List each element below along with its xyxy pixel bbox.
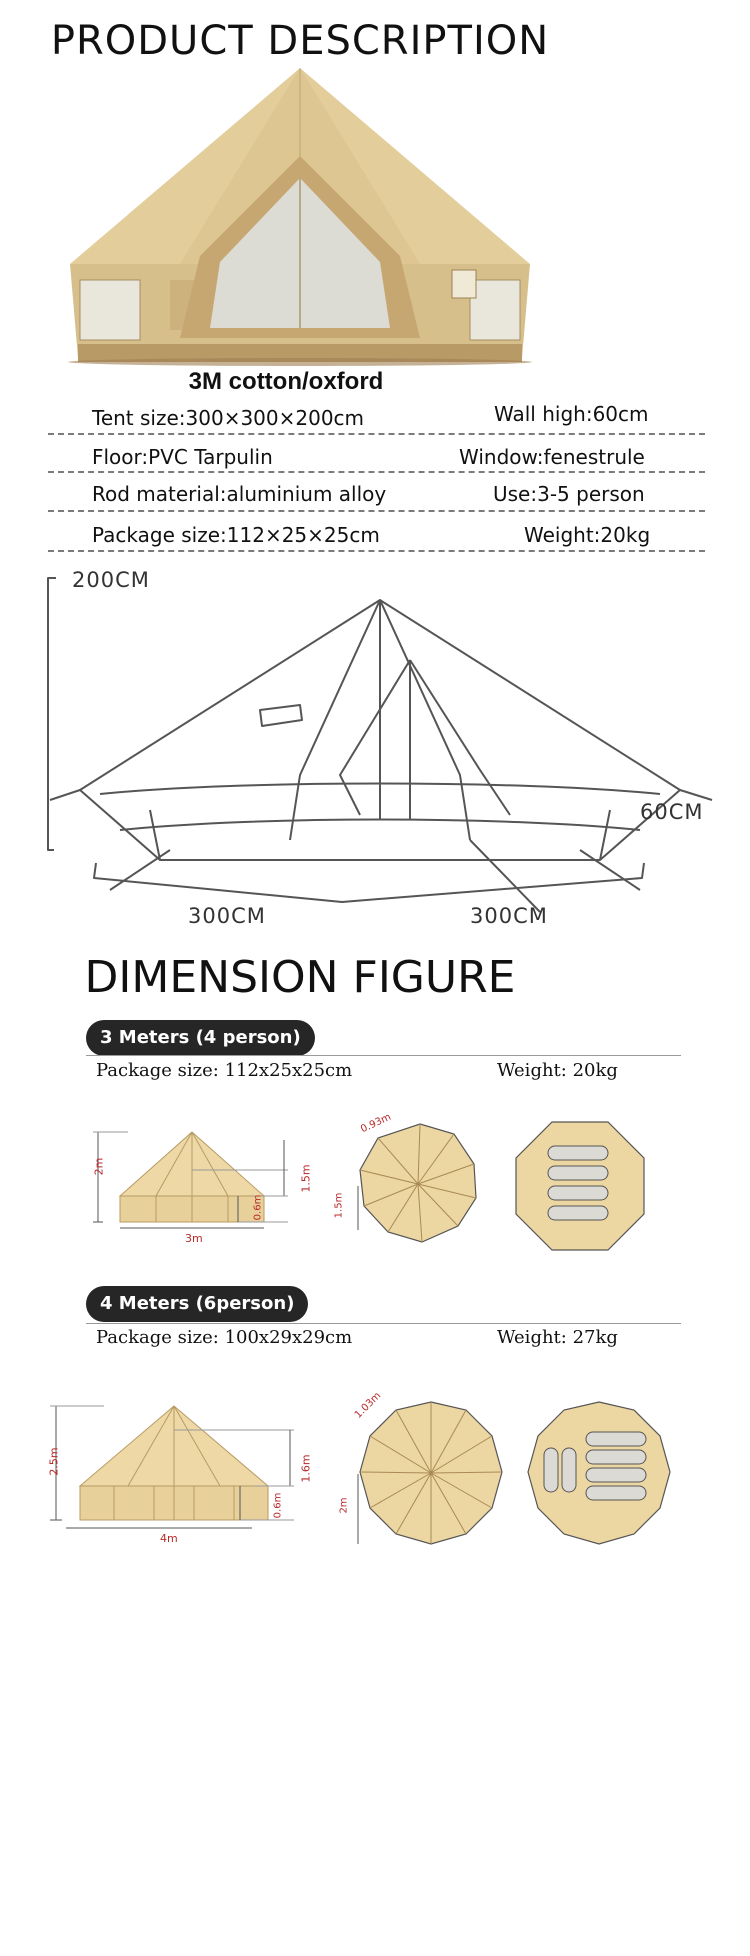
model-wall-label: 0.6m: [272, 1492, 284, 1519]
divider: [48, 471, 705, 473]
model-top-view: [356, 1398, 506, 1548]
model-package-size: Package size: 100x29x29cm: [96, 1327, 353, 1348]
model-height-label: 2.5m: [47, 1447, 61, 1476]
model-rule: [86, 1323, 681, 1324]
model-rule: [86, 1055, 681, 1056]
model-wall-label: 0.6m: [252, 1194, 264, 1221]
spec-use: Use:3-5 person: [493, 482, 645, 506]
model-layout-view: [512, 1118, 648, 1254]
model-weight: Weight: 27kg: [497, 1327, 618, 1348]
spec-wall-high: Wall high:60cm: [494, 402, 649, 426]
model-panel-label: 0.93m: [359, 1111, 393, 1136]
model-roof-label: 1.5m: [299, 1164, 313, 1193]
spec-window: Window:fenestrule: [459, 445, 645, 469]
model-badge: 4 Meters (6person): [86, 1286, 308, 1322]
spec-floor: Floor:PVC Tarpulin: [92, 445, 273, 469]
model-package-size: Package size: 112x25x25cm: [96, 1060, 353, 1081]
spec-weight: Weight:20kg: [524, 523, 651, 547]
model-radius-label: 2m: [338, 1497, 350, 1514]
tent-photo: [60, 66, 540, 366]
width-left-label: 300CM: [188, 904, 266, 928]
model-width-label: 3m: [185, 1232, 203, 1245]
model-badge: 3 Meters (4 person): [86, 1020, 315, 1056]
model-height-label: 2m: [92, 1157, 106, 1176]
wall-dimension-label: 60CM: [640, 800, 704, 824]
model-weight: Weight: 20kg: [497, 1060, 618, 1081]
model-radius-label: 1.5m: [333, 1192, 345, 1219]
model-roof-label: 1.6m: [299, 1454, 313, 1483]
spec-package-size: Package size:112×25×25cm: [92, 523, 380, 547]
model-layout-view: [524, 1398, 674, 1548]
spec-rod-material: Rod material:aluminium alloy: [92, 482, 387, 506]
tent-line-diagram: [40, 560, 720, 950]
model-width-label: 4m: [160, 1532, 178, 1545]
model-top-view: [350, 1120, 490, 1250]
page-title: PRODUCT DESCRIPTION: [50, 18, 550, 64]
divider: [48, 550, 705, 552]
model-side-view: [88, 1130, 328, 1270]
height-dimension-label: 200CM: [72, 568, 150, 592]
width-right-label: 300CM: [470, 904, 548, 928]
divider: [48, 433, 705, 435]
product-caption: 3M cotton/oxford: [188, 368, 384, 395]
divider: [48, 510, 705, 512]
model-panel-label: 1.03m: [352, 1390, 384, 1421]
section-title: DIMENSION FIGURE: [84, 952, 516, 1003]
spec-tent-size: Tent size:300×300×200cm: [92, 406, 365, 430]
